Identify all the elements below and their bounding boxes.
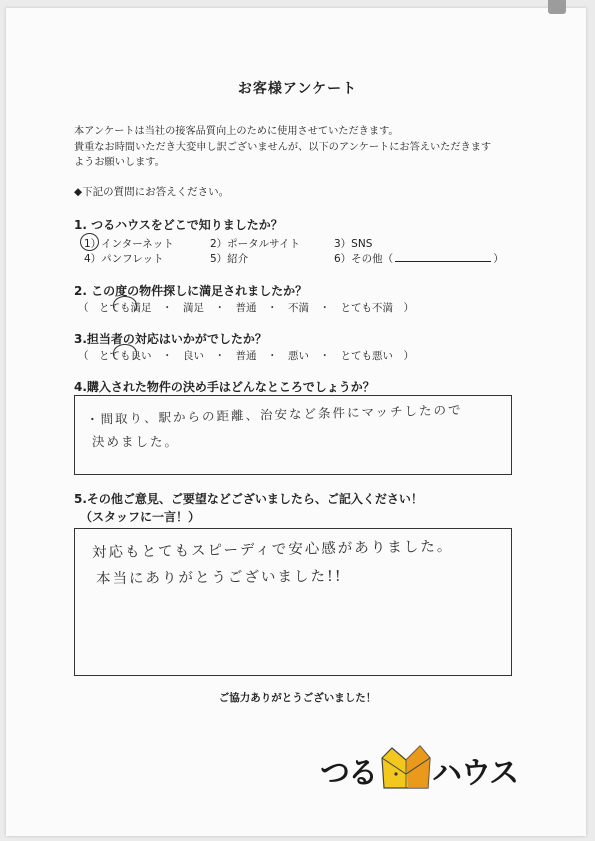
q1-other-close: ）: [493, 253, 504, 265]
logo-text-tsuru: つる: [320, 756, 376, 791]
crane-house-icon: [378, 744, 434, 790]
intro-line: 本アンケートは当社の接客品質向上のために使用させていただきます。: [74, 126, 399, 137]
q5-handwritten-line: 本当にありがとうございました!!: [95, 568, 343, 588]
logo-text-house: ハウス: [432, 756, 519, 791]
q1-option-other-label: 6）その他（: [334, 253, 394, 265]
question-4-title: 4.購入された物件の決め手はどんなところでしょうか？: [74, 380, 375, 394]
q1-option-portal[interactable]: 2）ポータルサイト: [210, 238, 300, 250]
instruction-prompt: ◆下記の質問にお答えください。: [74, 186, 230, 198]
q1-option-internet[interactable]: 1）インターネット: [84, 238, 174, 250]
intro-line: ようお願いします。: [74, 157, 165, 168]
q1-option-sns[interactable]: 3）SNS: [334, 238, 373, 250]
q2-selection-circle: [113, 296, 137, 314]
page-title: お客様アンケート: [237, 81, 358, 97]
q1-option-pamphlet[interactable]: 4）パンフレット: [84, 253, 164, 265]
q1-other-blank[interactable]: [395, 251, 491, 262]
company-logo: [320, 744, 520, 794]
intro-text: [74, 124, 544, 171]
question-2-title: 2. この度の物件探しに満足されましたか？: [74, 284, 308, 298]
question-5-title: 5.その他ご意見、ご要望などございましたら、ご記入ください！: [74, 492, 423, 506]
q3-selection-circle: [113, 344, 137, 362]
thanks-message: ご協力ありがとうございました！: [218, 692, 377, 704]
scanner-edge-mark: [548, 0, 566, 14]
q3-scale[interactable]: （ とても良い ・ 良い ・ 普通 ・ 悪い ・ とても悪い ）: [78, 350, 414, 362]
q1-option-referral[interactable]: 5）紹介: [210, 253, 249, 265]
q1-option-other[interactable]: [334, 251, 504, 266]
q2-scale[interactable]: （ とても満足 ・ 満足 ・ 普通 ・ 不満 ・ とても不満 ）: [78, 302, 414, 314]
intro-line: 貴重なお時間いただき大変申し訳ございませんが、以下のアンケートにお答えいただきます: [74, 141, 492, 153]
question-5-subtitle: （スタッフに一言！）: [80, 510, 201, 524]
q1-selection-circle: [80, 233, 99, 251]
q4-handwritten-line: 決めました。: [92, 434, 180, 449]
q4-handwritten-line: ・間取り、駅からの距離、治安など条件にマッチしたので: [85, 402, 463, 427]
question-1-title: 1. つるハウスをどこで知りましたか？: [74, 218, 283, 232]
q5-handwritten-line: 対応もとてもスピーディで安心感がありました。: [91, 538, 454, 562]
question-3-title: 3.担当者の対応はいかがでしたか？: [74, 332, 267, 346]
